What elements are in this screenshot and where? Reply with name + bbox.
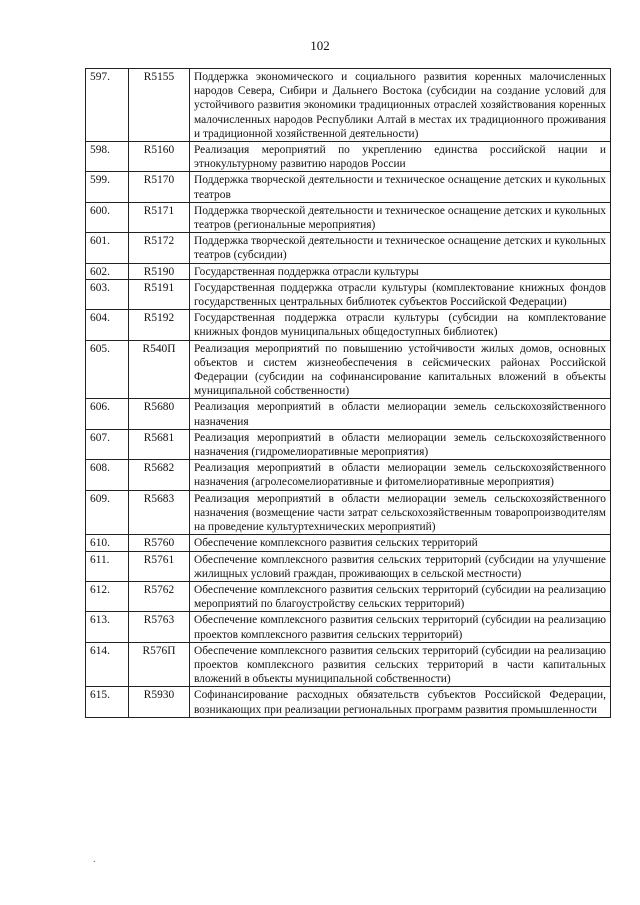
- row-description: Софинансирование расходных обязательств субъектов Российской Федерации, возникающих при реализации региональных программ развития промышленности: [190, 687, 611, 717]
- table-row: [86, 279, 611, 309]
- row-number: 606.: [86, 399, 129, 429]
- row-code: R5170: [129, 172, 190, 202]
- row-number: 600.: [86, 202, 129, 232]
- row-number: 602.: [86, 263, 129, 279]
- table-row: [86, 233, 611, 263]
- row-code: R5761: [129, 551, 190, 581]
- row-description: Поддержка экономического и социального развития коренных малочисленных народов Севера, Сибири и Дальнего Востока (субсидии на создание условий для устойчивого развития экономики традиционных отраслей хозяйствования коренных малочисленных народов Республики Алтай в местах их традиционного проживания и традиционной хозяйственной деятельности): [190, 69, 611, 142]
- scan-speck: .: [93, 854, 96, 865]
- table-row: [86, 263, 611, 279]
- row-number: 599.: [86, 172, 129, 202]
- row-code: R5930: [129, 687, 190, 717]
- row-description: Поддержка творческой деятельности и техническое оснащение детских и кукольных театров (субсидии): [190, 233, 611, 263]
- row-description: Реализация мероприятий в области мелиорации земель сельскохозяйственного назначения: [190, 399, 611, 429]
- row-code: R576П: [129, 642, 190, 687]
- row-description: Поддержка творческой деятельности и техническое оснащение детских и кукольных театров (региональные мероприятия): [190, 202, 611, 232]
- row-number: 608.: [86, 460, 129, 490]
- table-body: [86, 69, 611, 718]
- row-description: Поддержка творческой деятельности и техническое оснащение детских и кукольных театров: [190, 172, 611, 202]
- table-row: [86, 69, 611, 142]
- table-row: [86, 535, 611, 551]
- row-number: 601.: [86, 233, 129, 263]
- row-code: R5190: [129, 263, 190, 279]
- row-code: R5681: [129, 429, 190, 459]
- table-row: [86, 399, 611, 429]
- row-number: 615.: [86, 687, 129, 717]
- row-code: R5683: [129, 490, 190, 535]
- row-number: 598.: [86, 142, 129, 172]
- row-number: 603.: [86, 279, 129, 309]
- row-number: 609.: [86, 490, 129, 535]
- row-code: R5763: [129, 612, 190, 642]
- table-row: [86, 642, 611, 687]
- row-description: Государственная поддержка отрасли культуры (субсидии на комплектование книжных фондов муниципальных общедоступных библиотек): [190, 310, 611, 340]
- row-description: Обеспечение комплексного развития сельских территорий: [190, 535, 611, 551]
- row-number: 607.: [86, 429, 129, 459]
- table-row: [86, 490, 611, 535]
- table-row: [86, 460, 611, 490]
- table-row: [86, 340, 611, 399]
- row-description: Обеспечение комплексного развития сельских территорий (субсидии на реализацию мероприятий по благоустройству сельских территорий): [190, 581, 611, 611]
- row-number: 597.: [86, 69, 129, 142]
- row-description: Реализация мероприятий по укреплению единства российской нации и этнокультурному развитию народов России: [190, 142, 611, 172]
- row-description: Государственная поддержка отрасли культуры: [190, 263, 611, 279]
- row-description: Обеспечение комплексного развития сельских территорий (субсидии на реализацию проектов комплексного развития сельских территорий): [190, 612, 611, 642]
- row-code: R5680: [129, 399, 190, 429]
- table-row: [86, 612, 611, 642]
- row-code: R5171: [129, 202, 190, 232]
- row-code: R5760: [129, 535, 190, 551]
- table-row: [86, 581, 611, 611]
- row-code: R5762: [129, 581, 190, 611]
- table-row: [86, 310, 611, 340]
- row-description: Государственная поддержка отрасли культуры (комплектование книжных фондов государственных центральных библиотек субъектов Российской Федерации): [190, 279, 611, 309]
- row-number: 605.: [86, 340, 129, 399]
- table-row: [86, 142, 611, 172]
- page-number: 102: [310, 38, 330, 53]
- table-row: [86, 687, 611, 717]
- row-number: 612.: [86, 581, 129, 611]
- row-number: 610.: [86, 535, 129, 551]
- row-description: Реализация мероприятий в области мелиорации земель сельскохозяйственного назначения (гидромелиоративные мероприятия): [190, 429, 611, 459]
- row-description: Реализация мероприятий по повышению устойчивости жилых домов, основных объектов и систем жизнеобеспечения в сейсмических районах Российской Федерации (субсидии на софинансирование капитальных вложений в объекты муниципальной собственности): [190, 340, 611, 399]
- row-code: R5160: [129, 142, 190, 172]
- row-code: R5192: [129, 310, 190, 340]
- row-code: R5682: [129, 460, 190, 490]
- table-row: [86, 202, 611, 232]
- row-number: 611.: [86, 551, 129, 581]
- budget-codes-table: [85, 68, 611, 718]
- row-description: Обеспечение комплексного развития сельских территорий (субсидии на реализацию проектов комплексного развития сельских территорий в части капитальных вложений в объекты муниципальной собственности): [190, 642, 611, 687]
- row-description: Реализация мероприятий в области мелиорации земель сельскохозяйственного назначения (возмещение части затрат сельскохозяйственным товаропроизводителям на проведение культуртехнических мероприятий): [190, 490, 611, 535]
- row-code: R540П: [129, 340, 190, 399]
- row-description: Обеспечение комплексного развития сельских территорий (субсидии на улучшение жилищных условий граждан, проживающих в сельской местности): [190, 551, 611, 581]
- row-number: 604.: [86, 310, 129, 340]
- row-number: 614.: [86, 642, 129, 687]
- row-code: R5191: [129, 279, 190, 309]
- row-description: Реализация мероприятий в области мелиорации земель сельскохозяйственного назначения (агролесомелиоративные и фитомелиоративные мероприятия): [190, 460, 611, 490]
- row-number: 613.: [86, 612, 129, 642]
- table-row: [86, 172, 611, 202]
- table-row: [86, 551, 611, 581]
- table-row: [86, 429, 611, 459]
- row-code: R5155: [129, 69, 190, 142]
- row-code: R5172: [129, 233, 190, 263]
